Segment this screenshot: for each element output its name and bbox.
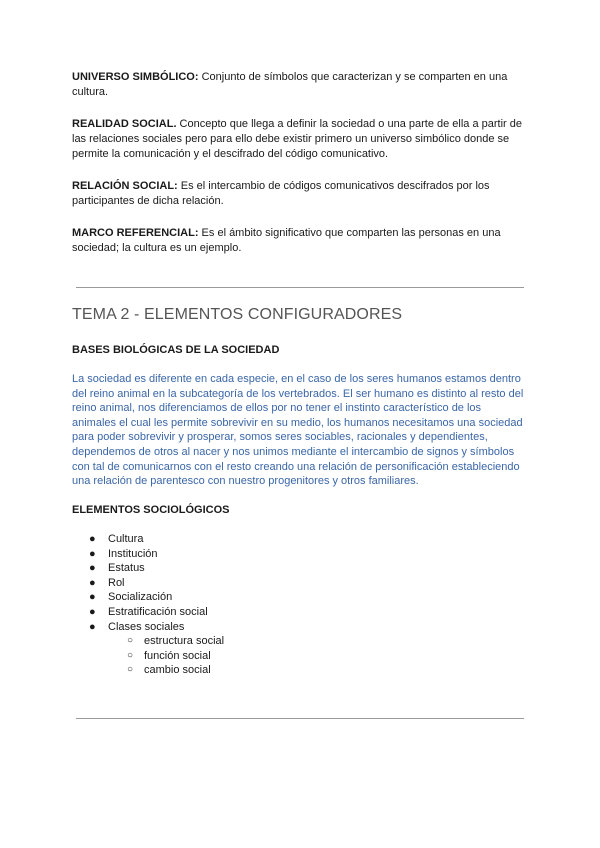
bullet-icon: ● xyxy=(89,591,96,604)
list-item xyxy=(72,605,224,620)
list-item xyxy=(72,576,224,591)
list-item-label: Rol xyxy=(108,576,125,589)
sub-list-item xyxy=(108,649,224,664)
bullet-icon: ● xyxy=(89,576,96,589)
definition-text: Concepto que llega a definir la sociedad o una parte de ella a partir de las relaciones sociales pero para ello debe existir primero un universo simbólico donde se permite la comunicación y el descifrado del código comunicativo. xyxy=(72,118,523,160)
list-item xyxy=(72,561,224,576)
hollow-bullet-icon: ○ xyxy=(127,635,134,647)
definition-realidad-social xyxy=(72,117,528,162)
sub-list-item xyxy=(108,634,224,649)
elements-list xyxy=(72,532,224,678)
definition-text: Es el intercambio de códigos comunicativos descifrados por los participantes de dicha relación. xyxy=(72,180,490,207)
definitions-block xyxy=(72,70,528,273)
sub-list-item-label: estructura social xyxy=(144,635,225,648)
definition-term: UNIVERSO SIMBÓLICO: xyxy=(72,71,199,83)
hollow-bullet-icon: ○ xyxy=(127,649,134,661)
list-item-label: Cultura xyxy=(108,533,144,545)
sub-list-item-label: cambio social xyxy=(144,664,211,677)
list-item-label: Estratificación social xyxy=(108,605,208,618)
subheading-elementos-sociologicos: ELEMENTOS SOCIOLÓGICOS xyxy=(72,504,230,516)
definition-text: Conjunto de símbolos que caracterizan y se comparten en una cultura. xyxy=(72,71,508,98)
list-item xyxy=(72,532,224,547)
definition-term: MARCO REFERENCIAL: xyxy=(72,227,199,239)
sub-list-item-label: función social xyxy=(144,649,211,662)
list-item-label: Institución xyxy=(108,547,158,560)
list-item-label: Estatus xyxy=(108,562,145,575)
hollow-bullet-icon: ○ xyxy=(127,664,134,676)
list-item xyxy=(72,547,224,562)
bullet-icon: ● xyxy=(89,620,96,633)
horizontal-divider xyxy=(76,287,524,288)
definition-universo-simbolico xyxy=(72,70,528,100)
definition-term: RELACIÓN SOCIAL: xyxy=(72,180,178,192)
definition-text: Es el ámbito significativo que comparten las personas en una sociedad; la cultura es un ejemplo. xyxy=(72,227,501,254)
sub-list xyxy=(108,634,224,678)
list-item-label: Clases sociales xyxy=(108,620,185,633)
body-paragraph: La sociedad es diferente en cada especie, en el caso de los seres humanos estamos dentro del reino animal en la subcategoría de los vertebrados. El ser humano es distinto al resto del reino animal, nos diferenciamos de ellos por no tener el instinto característico de los animales el cual les permite sobrevivir en su medio, los humanos necesitamos una sociedad para poder sobrevivir y prosperar, somos seres sociables, racionales y dependientes, dependemos de otros al nacer y nos unimos mediante el intercambio de signos y símbolos con tal de comunicarnos con el resto creando una relación de personificación estableciendo una relación de parentesco con nuestro progenitores y otros familiares. xyxy=(72,373,524,488)
bullet-icon: ● xyxy=(89,605,96,618)
definition-marco-referencial xyxy=(72,226,528,256)
subheading-bases-biologicas: BASES BIOLÓGICAS DE LA SOCIEDAD xyxy=(72,344,280,356)
bullet-icon: ● xyxy=(89,547,96,560)
list-item xyxy=(72,620,224,678)
sub-list-item xyxy=(108,663,224,678)
list-item xyxy=(72,590,224,605)
definition-relacion-social xyxy=(72,179,528,209)
section-title: TEMA 2 - ELEMENTOS CONFIGURADORES xyxy=(72,306,403,323)
bullet-icon: ● xyxy=(89,562,96,575)
bullet-icon: ● xyxy=(89,533,96,545)
list-item-label: Socialización xyxy=(108,591,173,604)
horizontal-divider xyxy=(76,718,524,719)
definition-term: REALIDAD SOCIAL. xyxy=(72,118,177,130)
